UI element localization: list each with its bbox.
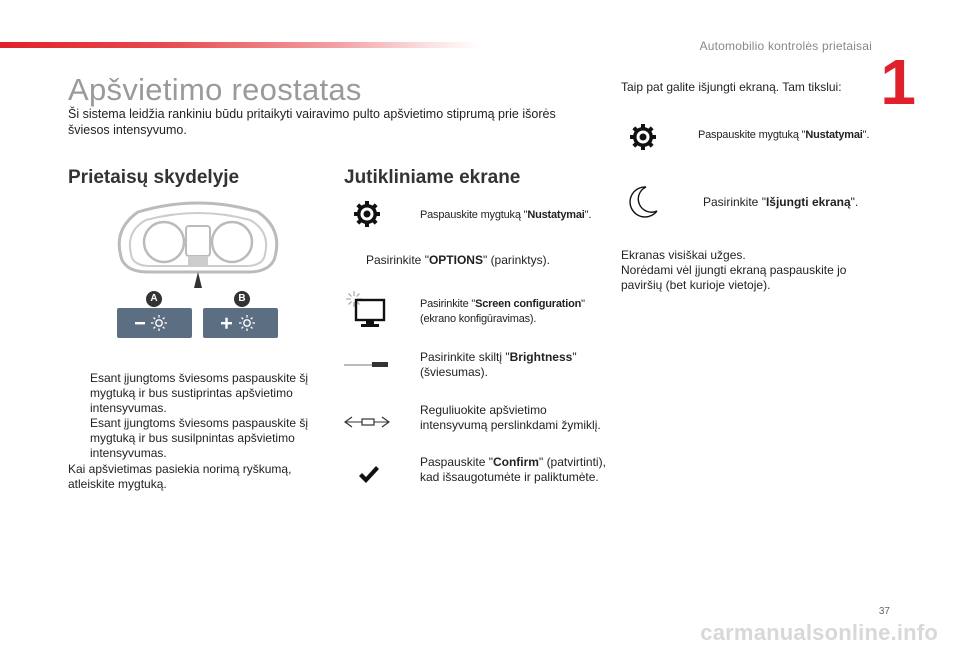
right-step-turn-off-screen — [681, 195, 901, 210]
step-bold: Nustatymai — [527, 209, 585, 221]
button-decrease-brightness[interactable] — [117, 308, 192, 338]
step-bold: OPTIONS — [428, 253, 483, 267]
step-bold: Nustatymai — [805, 129, 863, 141]
header-accent-bar — [0, 42, 480, 48]
step-text: Paspauskite mygtuką " — [698, 129, 806, 141]
step-brightness — [398, 350, 598, 380]
right-para-turn-on: Norėdami vėl įjungti ekraną paspauskite jo paviršių (bet kurioje vietoje). — [621, 263, 847, 292]
instrument-panel-illustration-icon — [108, 200, 288, 290]
checkmark-icon — [358, 465, 380, 485]
intro-text: Ši sistema leidžia rankiniu būdu pritaikyti vairavimo pulto apšvietimo stiprumą prie išorės šviesos intensyvumo. — [68, 107, 556, 137]
step-text: Reguliuokite apšvietimo intensyvumą perslinkdami žymiklį. — [420, 403, 601, 432]
step-text: ". — [850, 195, 859, 209]
step-bold: Confirm — [492, 455, 539, 469]
step-text: Paspauskite mygtuką " — [420, 209, 528, 221]
section-name: Automobilio kontrolės prietaisai — [699, 39, 872, 53]
tab-bar-icon — [344, 358, 390, 370]
moon-icon — [624, 184, 660, 220]
step-text: Pasirinkite " — [420, 298, 476, 310]
step-text: Pasirinkite " — [703, 195, 766, 209]
step-screen-configuration — [398, 297, 603, 327]
heading-touchscreen: Jutikliniame ekrane — [344, 167, 521, 188]
step-text: " (patvirtinti), kad išsaugotumėte ir paliktumėte. — [420, 455, 606, 484]
gear-icon — [628, 122, 658, 152]
right-para-screen-off: Ekranas visiškai užges. — [621, 248, 746, 262]
step-text: ". — [584, 209, 592, 221]
gear-icon — [352, 199, 382, 229]
bullet-decrease-text: Esant įjungtoms šviesoms paspauskite šį mygtuką ir bus susilpnintas apšvietimo intensyvumas. — [90, 416, 309, 460]
step-confirm — [398, 455, 608, 485]
right-step-settings — [676, 128, 906, 143]
step-settings — [398, 208, 598, 223]
heading-instrument-panel: Prietaisų skydelyje — [68, 167, 240, 188]
step-text: ". — [862, 129, 870, 141]
step-bold: Brightness — [509, 350, 573, 364]
plus-brightness-icon — [203, 308, 278, 338]
step-text: " (ekrano konfigūravimas). — [420, 298, 585, 325]
step-options — [344, 253, 584, 268]
bullet-increase-text: Esant įjungtoms šviesoms paspauskite šį mygtuką ir bus sustiprintas apšvietimo intensyvumas. — [90, 371, 309, 415]
right-intro: Taip pat galite išjungti ekraną. Tam tikslui: — [621, 80, 842, 94]
step-text: " (šviesumas). — [420, 350, 577, 379]
button-increase-brightness[interactable] — [203, 308, 278, 338]
watermark: carmanualsonline.info — [700, 620, 938, 645]
step-slider — [398, 403, 608, 433]
slider-icon — [344, 414, 390, 430]
step-text: Pasirinkite " — [366, 253, 429, 267]
bullet-increase — [68, 371, 318, 416]
page-title: Apšvietimo reostatas — [68, 72, 362, 107]
minus-brightness-icon — [117, 308, 192, 338]
step-text: " (parinktys). — [482, 253, 550, 267]
closing-text: Kai apšvietimas pasiekia norimą ryškumą, atleiskite mygtuką. — [68, 462, 292, 491]
step-bold: Screen configuration — [475, 298, 582, 310]
bullet-decrease — [68, 416, 318, 461]
step-text: Paspauskite " — [420, 455, 493, 469]
step-bold: Išjungti ekraną — [765, 195, 851, 209]
chapter-number: 1 — [880, 46, 916, 118]
step-text: Pasirinkite skiltį " — [420, 350, 510, 364]
badge-b: B — [234, 291, 250, 307]
page-number: 37 — [878, 606, 890, 617]
badge-a: A — [146, 291, 162, 307]
screen-config-icon — [344, 290, 390, 330]
